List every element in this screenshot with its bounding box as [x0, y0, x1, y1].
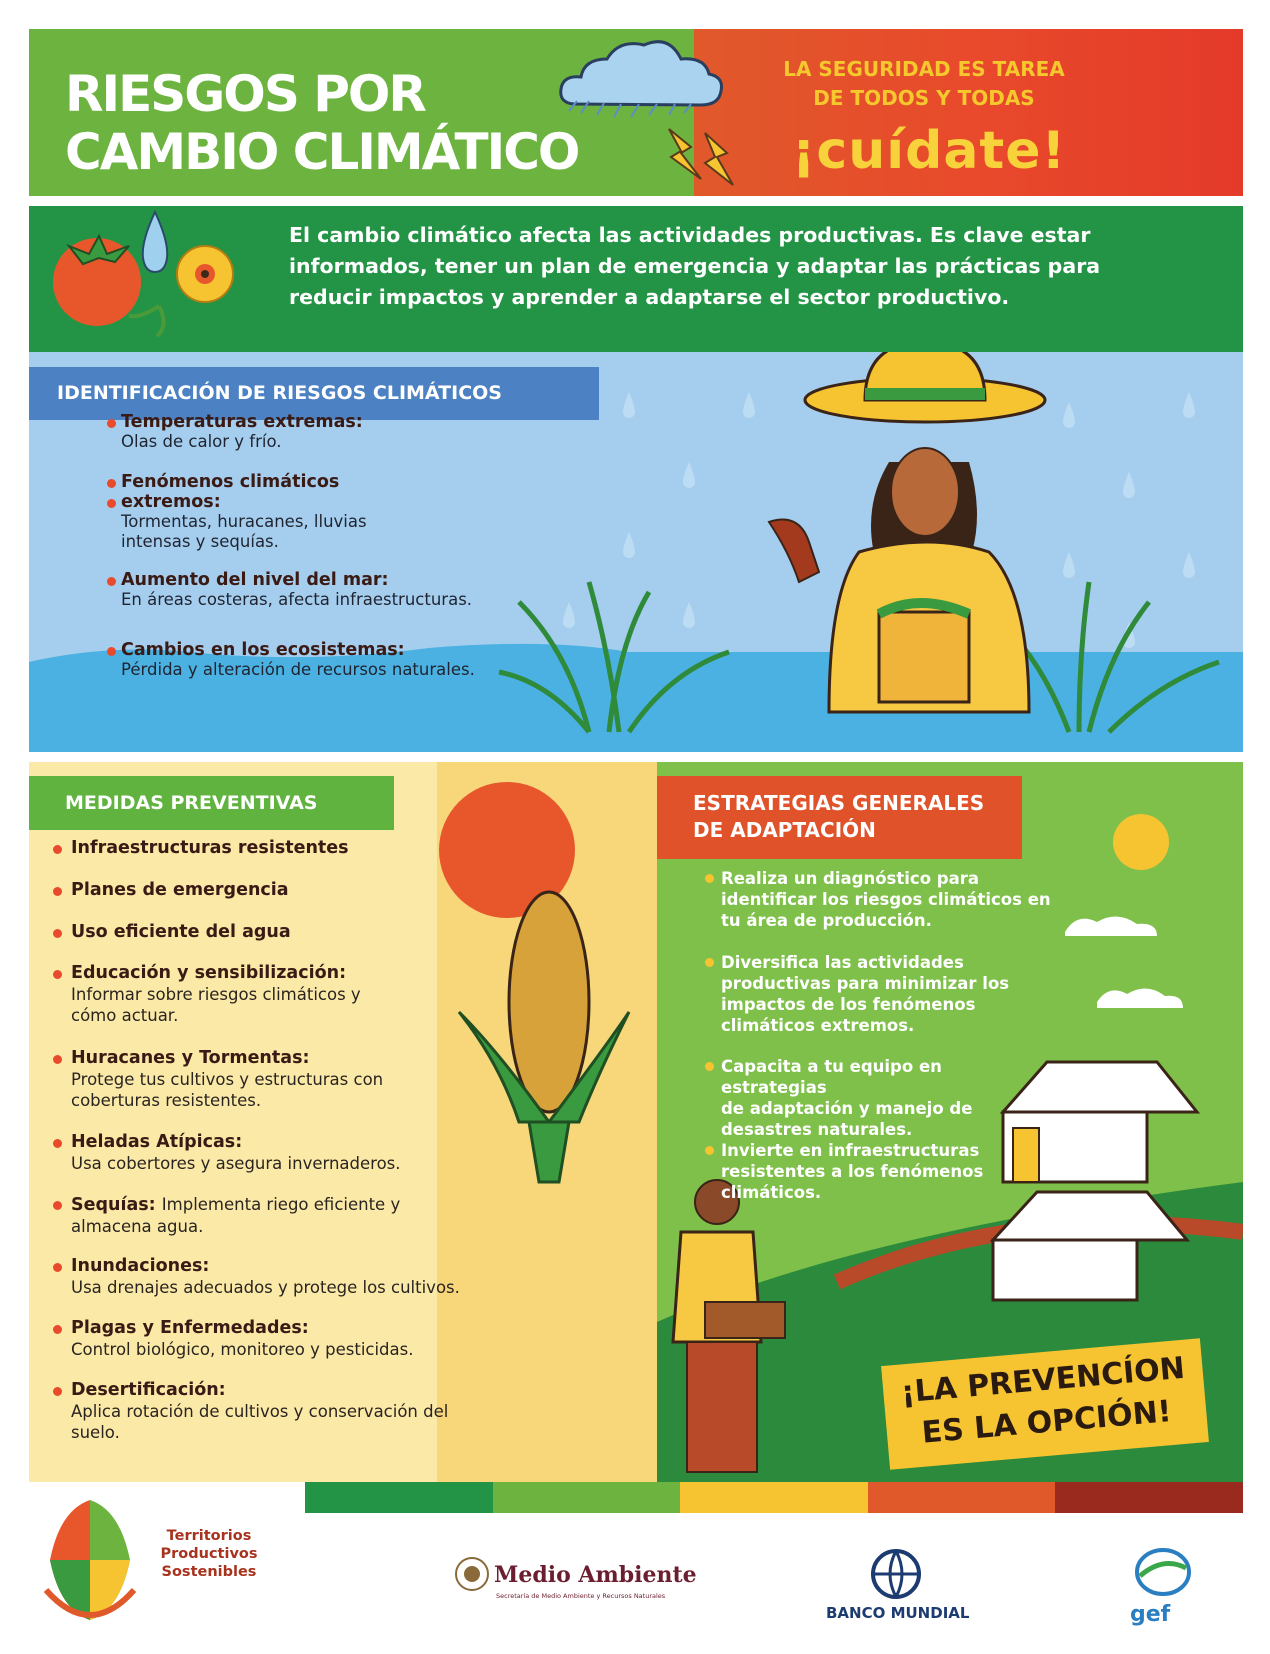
prevention-line-2: ES LA OPCIÓN!: [920, 1394, 1173, 1451]
measure-heading: Desertificación:: [71, 1380, 551, 1401]
strategies-section-title: [657, 776, 1022, 859]
measure-heading: Planes de emergencia: [71, 880, 551, 901]
measure-desc: Implementa riego eficiente y: [161, 1195, 401, 1214]
risk-heading: Cambios en los ecosistemas:: [121, 640, 581, 660]
measure-heading: Infraestructuras resistentes: [71, 838, 551, 859]
tps-line: Sostenibles: [161, 1564, 257, 1580]
mexico-seal-icon: [454, 1556, 490, 1592]
color-stripes: [305, 1482, 1243, 1513]
strategy-item: [721, 868, 1051, 931]
cuidate-heading: ¡cuídate!: [791, 121, 1067, 181]
measure-desc: Informar sobre riesgos climáticos y: [71, 985, 361, 1004]
measure-item: [71, 1380, 551, 1443]
intro-band: [29, 206, 1243, 352]
measure-heading: Heladas Atípicas:: [71, 1132, 551, 1153]
measures-illustrations: [29, 762, 657, 1482]
measure-heading: Huracanes y Tormentas:: [71, 1048, 551, 1069]
tps-logo: [40, 1490, 140, 1632]
measures-section-title: MEDIDAS PREVENTIVAS: [29, 776, 394, 830]
title-line-2: CAMBIO CLIMÁTICO: [65, 123, 579, 181]
strategy-item: [721, 1056, 1051, 1140]
strategy-line: Capacita a tu equipo en estrategias: [721, 1057, 942, 1097]
slogan: [759, 55, 1089, 113]
measure-item: [71, 1318, 551, 1360]
strategy-line: de adaptación y manejo de: [721, 1099, 973, 1118]
measure-heading: Inundaciones:: [71, 1256, 551, 1277]
cloud-small-icon: [1097, 988, 1183, 1008]
measure-item: [71, 1132, 551, 1174]
risk-item-extreme-phenomena: [121, 472, 581, 552]
measure-desc: Aplica rotación de cultivos y conservación del: [71, 1402, 449, 1421]
strategy-line: desastres naturales.: [721, 1120, 913, 1139]
lightning-icon: [669, 129, 733, 185]
cloud-small-icon: [1065, 916, 1157, 936]
strategies-title-line-2: DE ADAPTACIÓN: [693, 818, 876, 842]
risk-item-temperatures: [121, 412, 581, 452]
risk-desc-cont: intensas y sequías.: [121, 532, 279, 551]
risk-section: [29, 352, 1243, 752]
measures-section: [29, 762, 657, 1482]
strategy-line: Invierte en infraestructuras: [721, 1141, 980, 1160]
medio-ambiente-subtitle: Secretaría de Medio Ambiente y Recursos Naturales: [496, 1592, 666, 1600]
strategy-item: [721, 1140, 1051, 1203]
measure-desc-cont: cómo actuar.: [71, 1006, 179, 1025]
measure-desc: Control biológico, monitoreo y pesticidas.: [71, 1340, 414, 1359]
measure-desc: Usa drenajes adecuados y protege los cultivos.: [71, 1278, 460, 1297]
measure-item: [71, 963, 551, 1026]
medio-ambiente-logo: Medio Ambiente: [494, 1562, 697, 1588]
world-bank-logo-text: BANCO MUNDIAL: [826, 1604, 970, 1622]
strategy-line: climáticos extremos.: [721, 1016, 915, 1035]
stripe: [493, 1482, 681, 1513]
measure-item: [71, 1048, 551, 1111]
gef-logo-text: gef: [1130, 1602, 1171, 1627]
strategy-line: resistentes a los fenómenos: [721, 1162, 984, 1181]
strategies-title-line-1: ESTRATEGIAS GENERALES: [693, 791, 985, 815]
tomato-icon: [53, 236, 141, 326]
prevention-line-1: ¡LA PREVENCÍON: [899, 1350, 1187, 1411]
measure-desc-cont: almacena agua.: [71, 1217, 204, 1236]
tomato-flower-illustration: [29, 206, 279, 352]
measure-item: [71, 1256, 551, 1298]
slogan-line-2: DE TODOS Y TODAS: [813, 86, 1035, 110]
risk-item-ecosystems: [121, 640, 581, 680]
page-title: [65, 65, 578, 181]
risk-heading: Fenómenos climáticos: [121, 472, 581, 492]
risk-section-title: IDENTIFICACIÓN DE RIESGOS CLIMÁTICOS: [29, 367, 599, 420]
slogan-line-1: LA SEGURIDAD ES TAREA: [783, 57, 1065, 81]
measure-item: [71, 880, 551, 901]
measure-desc-cont: coberturas resistentes.: [71, 1091, 262, 1110]
risk-desc: Pérdida y alteración de recursos naturales.: [121, 660, 475, 679]
stripe: [868, 1482, 1056, 1513]
strategy-line: productivas para minimizar los: [721, 974, 1010, 993]
strategy-line: Diversifica las actividades: [721, 953, 964, 972]
world-bank-globe-icon: [870, 1548, 922, 1600]
risk-desc: En áreas costeras, afecta infraestructuras.: [121, 590, 473, 609]
risk-heading: Temperaturas extremas:: [121, 412, 581, 432]
water-drop-icon: [143, 212, 168, 272]
strategy-line: climáticos.: [721, 1183, 822, 1202]
measure-desc: Protege tus cultivos y estructuras con: [71, 1070, 384, 1089]
tps-line: Productivos: [160, 1546, 258, 1562]
stripe: [1055, 1482, 1243, 1513]
strategy-line: tu área de producción.: [721, 911, 932, 930]
stripe: [305, 1482, 493, 1513]
measure-item: [71, 838, 551, 859]
strategy-line: identificar los riesgos climáticos en: [721, 890, 1051, 909]
risk-heading: Aumento del nivel del mar:: [121, 570, 581, 590]
intro-text: El cambio climático afecta las actividades productivas. Es clave estar informados, tener un plan de emergencia y adaptar las prácticas para reducir impactos y aprender a adaptarse el sector productivo.: [289, 223, 1101, 309]
risk-heading-cont: extremos:: [121, 492, 581, 512]
strategy-item: [721, 952, 1051, 1036]
measure-desc-cont: suelo.: [71, 1423, 120, 1442]
measure-heading: Educación y sensibilización:: [71, 963, 551, 984]
sun-small-icon: [1113, 814, 1169, 870]
strategy-line: Realiza un diagnóstico para: [721, 869, 979, 888]
gef-globe-icon: [1134, 1546, 1192, 1598]
measure-item: [71, 922, 551, 943]
risk-desc: Olas de calor y frío.: [121, 432, 282, 451]
measure-heading: Uso eficiente del agua: [71, 922, 551, 943]
tps-logo-text: [154, 1527, 264, 1581]
strategy-line: impactos de los fenómenos: [721, 995, 976, 1014]
cloud-icon: [561, 42, 722, 117]
risk-item-sea-level: [121, 570, 581, 610]
title-line-1: RIESGOS POR: [65, 65, 425, 123]
tps-line: Territorios: [166, 1528, 252, 1544]
strategies-section: [657, 762, 1243, 1482]
measure-heading: Plagas y Enfermedades:: [71, 1318, 551, 1339]
risk-desc: Tormentas, huracanes, lluvias: [121, 512, 367, 531]
measure-desc: Usa cobertores y asegura invernaderos.: [71, 1154, 401, 1173]
measure-item: [71, 1194, 551, 1237]
measure-heading: Sequías:: [71, 1195, 156, 1215]
stripe: [680, 1482, 868, 1513]
header-banner: [29, 29, 1243, 196]
